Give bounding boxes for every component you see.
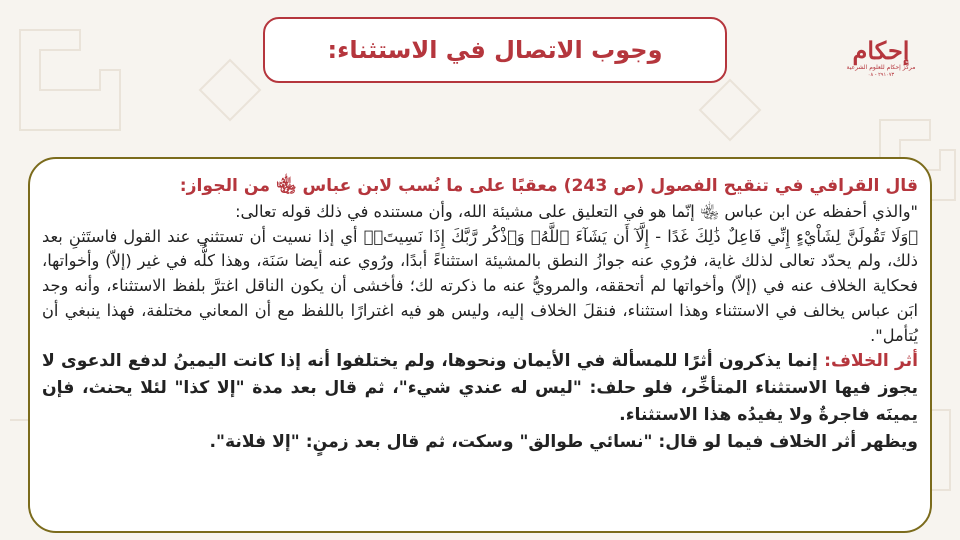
effect-label: أثر الخلاف:: [824, 351, 918, 372]
effect-paragraph: [42, 348, 918, 429]
content-heading: قال القرافي في تنقيح الفصول (ص 243) معقبًا على ما نُسب لابن عباس ﵄ من الجواز:: [179, 176, 918, 196]
quote-line-1: "والذي أحفظه عن ابن عباس ﵄ إنّما هو في التعليق على مشيئة الله، وأن مستنده في ذلك قوله تعالى:: [235, 202, 918, 221]
quote-body: ﴿وَلَا تَقُولَنَّ لِشَاْيْءٍ إِنِّي فَاعِلٌ ذَٰلِكَ غَدًا - إِلَّآ أَن يَشَآءَ ٱللَّهُۚ وَٱذْكُر رَّبَّكَ إِذَا نَسِيتَۚ﴾ أي إذا نسيت أن تستثني عند القول فاستَثنِ بعد ذلك، ولم يحدّد تعالى لذلك غاية، فرُوي عنه جوازُ النطق بالمشيئة استثناءً أبدًا، ورُوي عنه أيضا سَنَة، وهذا كلُّه في غير (إلاّ) وأخواتها، فحكاية الخلاف عنه في (إلاّ) وأخواتها لم أتحققه، والمرويُّ عنه ما ذكرته لك؛ فأخشى أن يكون الناقل اغترَّ بلفظ الاستثناء، وأنه وجد ابَن عباس يخالف في الاستثناء وهذا استثناء، فنقلَ الخلاف إليه، وليس هو فيه اغترارًا باللفظ مع أن المعاني مختلفة، فهذا ينبغي أن يُتأمل".: [42, 226, 918, 345]
logo-subtitle: مركز إحكام للعلوم الشرعية: [846, 64, 916, 71]
content-frame: [28, 157, 932, 533]
title-banner: [263, 17, 727, 83]
logo-name: إحكام: [852, 36, 910, 65]
logo: [846, 32, 916, 92]
page-title: وجوب الاتصال في الاستثناء:: [327, 36, 663, 64]
effect-text: إنما يذكرون أثرًا للمسألة في الأيمان ونحوها، ولم يختلفوا أنه إذا كانت اليمينُ لدفع الدعوى لا يجوز فيها الاستثناء المتأخِّر، فلو حلف: "ليس له عندي شيء"، ثم قال بعد مدة "إلا كذا" لئلا يحنث، فإن يمينَه فاجرةٌ ولا يفيدُه هذا الاستثناء.: [42, 351, 918, 426]
content-text: [42, 173, 918, 456]
logo-number: ۰۸ - ۲۹۱۰۷۳: [867, 72, 895, 78]
last-line: ويظهر أثر الخلاف فيما لو قال: "نسائي طوالق" وسكت، ثم قال بعد زمنٍ: "إلا فلانة".: [209, 432, 918, 453]
